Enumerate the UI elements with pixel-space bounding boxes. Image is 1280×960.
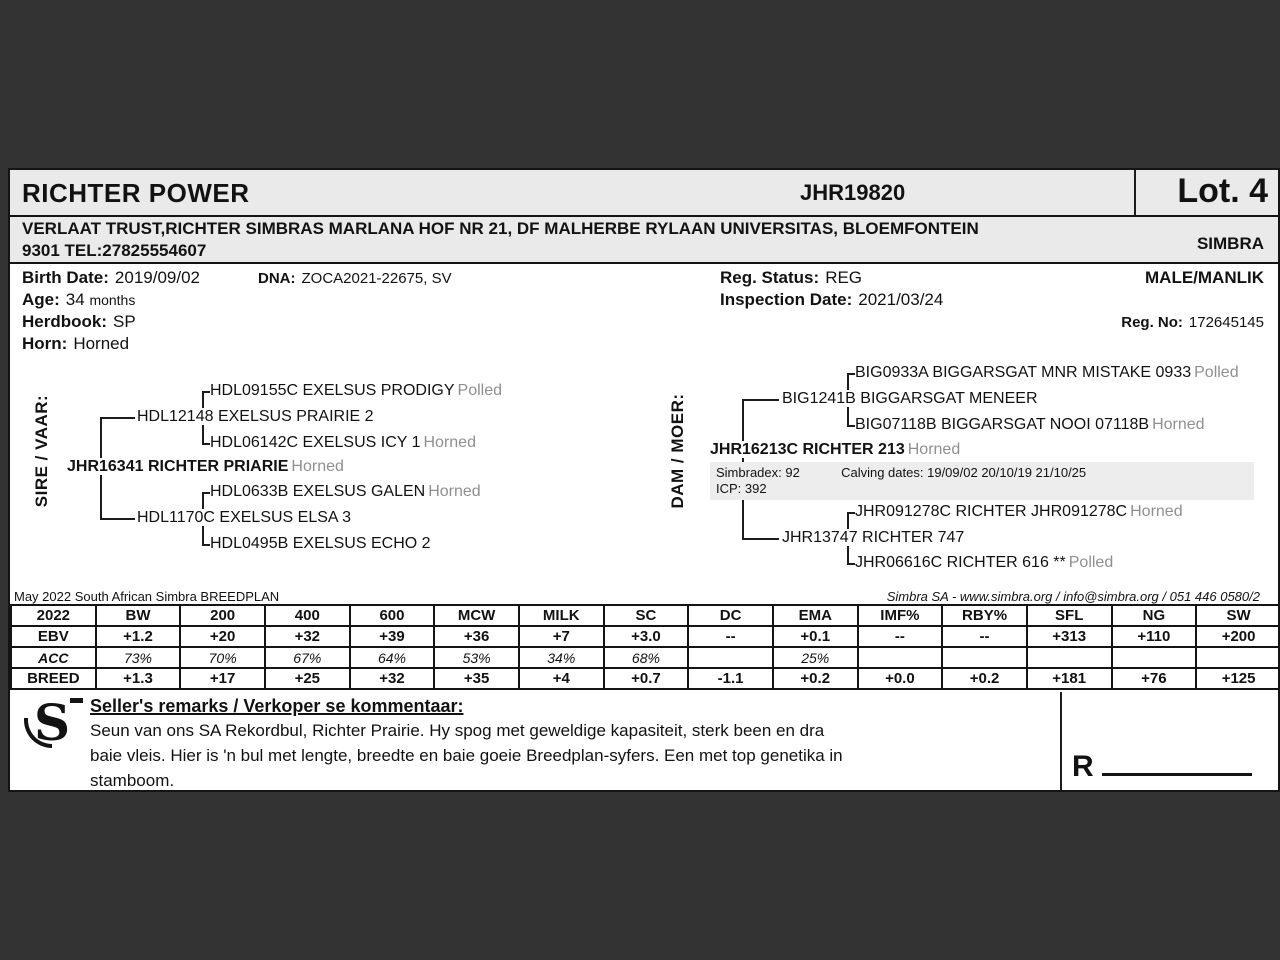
- herdbook-row: [22, 312, 136, 332]
- animal-name: BIG07118B BIGGARSGAT NOOI 07118B: [855, 416, 1152, 433]
- col-header: IMF%: [858, 605, 943, 626]
- cell: +313: [1027, 626, 1112, 647]
- cell: 34%: [519, 647, 604, 668]
- pedigree-node-sire-gdam2: [210, 535, 434, 553]
- horn-status: Polled: [457, 382, 503, 399]
- cell: +0.7: [604, 668, 689, 689]
- remarks-line3: stamboom.: [90, 771, 175, 790]
- animal-name: HDL0495B EXELSUS ECHO 2: [210, 535, 434, 552]
- s-logo-swash: [24, 718, 52, 748]
- horn-status: Horned: [1152, 416, 1205, 433]
- seller-address-line1: VERLAAT TRUST,RICHTER SIMBRAS MARLANA HOF NR 21, DF MALHERBE RYLAAN UNIVERSITAS, BLOEMFONTEIN: [22, 219, 979, 238]
- pedigree-node-dam-dam: [782, 529, 967, 547]
- sex-label: MALE/MANLIK: [1145, 268, 1264, 287]
- birth-date-label: Birth Date:: [22, 268, 109, 287]
- cell: --: [688, 626, 773, 647]
- pedigree-node-sire-gsire2: [210, 483, 481, 501]
- col-header: MCW: [434, 605, 519, 626]
- cell: --: [942, 626, 1027, 647]
- cell: 53%: [434, 647, 519, 668]
- age-value: 34: [65, 290, 85, 309]
- pedigree-node-dam-main: [710, 441, 960, 459]
- pedigree-node-sire-gdam1: [210, 434, 476, 452]
- animal-name: BIG1241B BIGGARSGAT MENEER: [782, 390, 1041, 407]
- reg-no-value: 172645145: [1188, 314, 1264, 331]
- cell: +39: [350, 626, 435, 647]
- cell: 70%: [180, 647, 265, 668]
- pedigree-node-sire-gsire1: [210, 382, 502, 400]
- cell: +35: [434, 668, 519, 689]
- table-row-breed: [11, 668, 1280, 689]
- col-header: 200: [180, 605, 265, 626]
- horn-status: Horned: [423, 434, 476, 451]
- cell: +20: [180, 626, 265, 647]
- cell: +36: [434, 626, 519, 647]
- remarks-line2: baie vleis. Hier is 'n bul met lengte, breedte en baie goeie Breedplan-syfers. Een met top genetika in: [90, 746, 843, 765]
- breedplan-contact: Simbra SA - www.simbra.org / info@simbra.org / 051 446 0580/2: [886, 589, 1260, 604]
- horn-value: Horned: [73, 334, 130, 353]
- reg-status-value: REG: [825, 268, 863, 287]
- remarks-title: Seller's remarks / Verkoper se kommentaar:: [90, 696, 464, 716]
- cell: --: [858, 626, 943, 647]
- pedigree-node-sire-dam: [137, 509, 354, 527]
- cell: [1196, 647, 1280, 668]
- cell: [942, 647, 1027, 668]
- cell: +0.0: [858, 668, 943, 689]
- cell: +17: [180, 668, 265, 689]
- cell: +0.1: [773, 626, 858, 647]
- breed-society-label: SIMBRA: [1196, 234, 1264, 253]
- horn-status: Horned: [291, 458, 344, 475]
- col-header: SW: [1196, 605, 1280, 626]
- cell: +3.0: [604, 626, 689, 647]
- pedigree-node-dam-gdam1: [855, 416, 1205, 434]
- col-header: SC: [604, 605, 689, 626]
- pedigree-node-dam-gsire1: [855, 364, 1239, 382]
- seller-address-line2: 9301 TEL:27825554607: [22, 241, 207, 260]
- animal-name: JHR06616C RICHTER 616 **: [855, 554, 1069, 571]
- col-header: SFL: [1027, 605, 1112, 626]
- row-label: BREED: [11, 668, 96, 689]
- cell: 25%: [773, 647, 858, 668]
- row-label: ACC: [11, 647, 96, 668]
- simbradex-label: Simbradex:: [716, 465, 782, 480]
- cell: +1.2: [96, 626, 181, 647]
- horn-status: Polled: [1194, 364, 1239, 381]
- animal-name: JHR13747 RICHTER 747: [782, 529, 967, 546]
- pedigree-node-dam-sire: [782, 390, 1041, 408]
- price-field: [1072, 750, 1252, 784]
- age-unit: months: [89, 292, 136, 308]
- horn-status: Horned: [1130, 503, 1183, 520]
- col-header: 600: [350, 605, 435, 626]
- lot-divider-line: [1134, 170, 1136, 215]
- currency-symbol: R: [1072, 750, 1094, 783]
- col-header: MILK: [519, 605, 604, 626]
- row-label: EBV: [11, 626, 96, 647]
- cell: +200: [1196, 626, 1280, 647]
- cell: [688, 647, 773, 668]
- dam-performance-info: [710, 462, 1254, 500]
- animal-id: JHR19820: [800, 180, 906, 205]
- pedigree-node-dam-gdam2: [855, 554, 1113, 572]
- inspection-date-value: 2021/03/24: [858, 290, 944, 309]
- birth-date-row: [22, 268, 200, 288]
- table-row-ebv: [11, 626, 1280, 647]
- pedigree-node-sire-main: [67, 458, 344, 476]
- animal-name: HDL0633B EXELSUS GALEN: [210, 483, 428, 500]
- col-header: 2022: [11, 605, 96, 626]
- col-header: BW: [96, 605, 181, 626]
- dam-info-line1: [716, 465, 1248, 481]
- sire-connector-stub: [100, 417, 135, 419]
- herdbook-label: Herdbook:: [22, 312, 107, 331]
- cell: +181: [1027, 668, 1112, 689]
- cell: 68%: [604, 647, 689, 668]
- col-header: 400: [265, 605, 350, 626]
- cell: +0.2: [942, 668, 1027, 689]
- col-header: NG: [1112, 605, 1197, 626]
- reg-status-row: [720, 268, 862, 288]
- inspection-date-row: [720, 290, 943, 310]
- dna-row: [258, 270, 452, 287]
- inspection-date-label: Inspection Date:: [720, 290, 853, 309]
- animal-name: BIG0933A BIGGARSGAT MNR MISTAKE 0933: [855, 364, 1194, 381]
- reg-no-row: [1121, 314, 1264, 331]
- pedigree-node-sire-sire: [137, 408, 377, 426]
- calving-dates-label: Calving dates:: [841, 465, 924, 480]
- pedigree-node-dam-gsire2: [855, 503, 1183, 521]
- cell: 67%: [265, 647, 350, 668]
- cell: +76: [1112, 668, 1197, 689]
- simbra-s-logo: [24, 694, 86, 756]
- reg-status-label: Reg. Status:: [720, 268, 820, 287]
- breedplan-table: [10, 604, 1280, 690]
- sire-section-label: SIRE / VAAR:: [32, 394, 51, 508]
- simbradex-value: 92: [785, 465, 800, 480]
- horn-label: Horn:: [22, 334, 68, 353]
- animal-name: HDL1170C EXELSUS ELSA 3: [137, 509, 354, 526]
- reg-no-label: Reg. No:: [1121, 314, 1183, 331]
- cell: -1.1: [688, 668, 773, 689]
- cell: 64%: [350, 647, 435, 668]
- col-header: RBY%: [942, 605, 1027, 626]
- icp-value: 392: [744, 481, 767, 496]
- cell: +125: [1196, 668, 1280, 689]
- animal-name: JHR16341 RICHTER PRIARIE: [67, 458, 291, 475]
- horn-status: Horned: [428, 483, 481, 500]
- table-row-acc: [11, 647, 1280, 668]
- age-row: [22, 290, 135, 310]
- cell: +110: [1112, 626, 1197, 647]
- horn-status: Horned: [907, 441, 961, 458]
- table-header-row: [11, 605, 1280, 626]
- calving-dates-value: 19/09/02 20/10/19 21/10/25: [927, 465, 1087, 480]
- dam-connector-stub: [742, 399, 779, 401]
- col-header: EMA: [773, 605, 858, 626]
- cell: +7: [519, 626, 604, 647]
- dam-connector-stub: [742, 538, 779, 540]
- horn-row: [22, 334, 129, 354]
- catalog-page: [8, 168, 1280, 792]
- lot-number: Lot. 4: [1177, 172, 1268, 210]
- breedplan-source: May 2022 South African Simbra BREEDPLAN: [14, 589, 280, 604]
- cell: +0.2: [773, 668, 858, 689]
- dam-info-line2: [716, 481, 1248, 497]
- animal-title: RICHTER POWER: [22, 178, 250, 208]
- icp-label: ICP:: [716, 481, 742, 496]
- dna-label: DNA:: [258, 270, 296, 287]
- animal-name: HDL09155C EXELSUS PRODIGY: [210, 382, 458, 399]
- birth-date-value: 2019/09/02: [114, 268, 200, 287]
- price-blank-line: [1102, 750, 1252, 776]
- s-logo-dash: [70, 698, 83, 703]
- horn-status: Polled: [1068, 554, 1114, 571]
- col-header: DC: [688, 605, 773, 626]
- cell: [1112, 647, 1197, 668]
- cell: +1.3: [96, 668, 181, 689]
- animal-name: HDL12148 EXELSUS PRAIRIE 2: [137, 408, 377, 425]
- cell: +32: [265, 626, 350, 647]
- cell: +25: [265, 668, 350, 689]
- cell: 73%: [96, 647, 181, 668]
- cell: +32: [350, 668, 435, 689]
- s-logo-letter: S: [34, 693, 71, 752]
- price-box-divider: [1060, 692, 1062, 790]
- animal-name: HDL06142C EXELSUS ICY 1: [210, 434, 423, 451]
- sire-connector-stub: [100, 518, 135, 520]
- herdbook-value: SP: [113, 312, 136, 331]
- animal-name: JHR091278C RICHTER JHR091278C: [855, 503, 1130, 520]
- dam-section-label: DAM / MOER:: [668, 393, 687, 509]
- cell: [1027, 647, 1112, 668]
- remarks-line1: Seun van ons SA Rekordbul, Richter Prairie. Hy spog met geweldige kapasiteit, sterk been en dra: [90, 721, 825, 740]
- animal-name: JHR16213C RICHTER 213: [710, 441, 908, 458]
- dna-value: ZOCA2021-22675, SV: [301, 270, 452, 287]
- cell: [858, 647, 943, 668]
- cell: +4: [519, 668, 604, 689]
- age-label: Age:: [22, 290, 60, 309]
